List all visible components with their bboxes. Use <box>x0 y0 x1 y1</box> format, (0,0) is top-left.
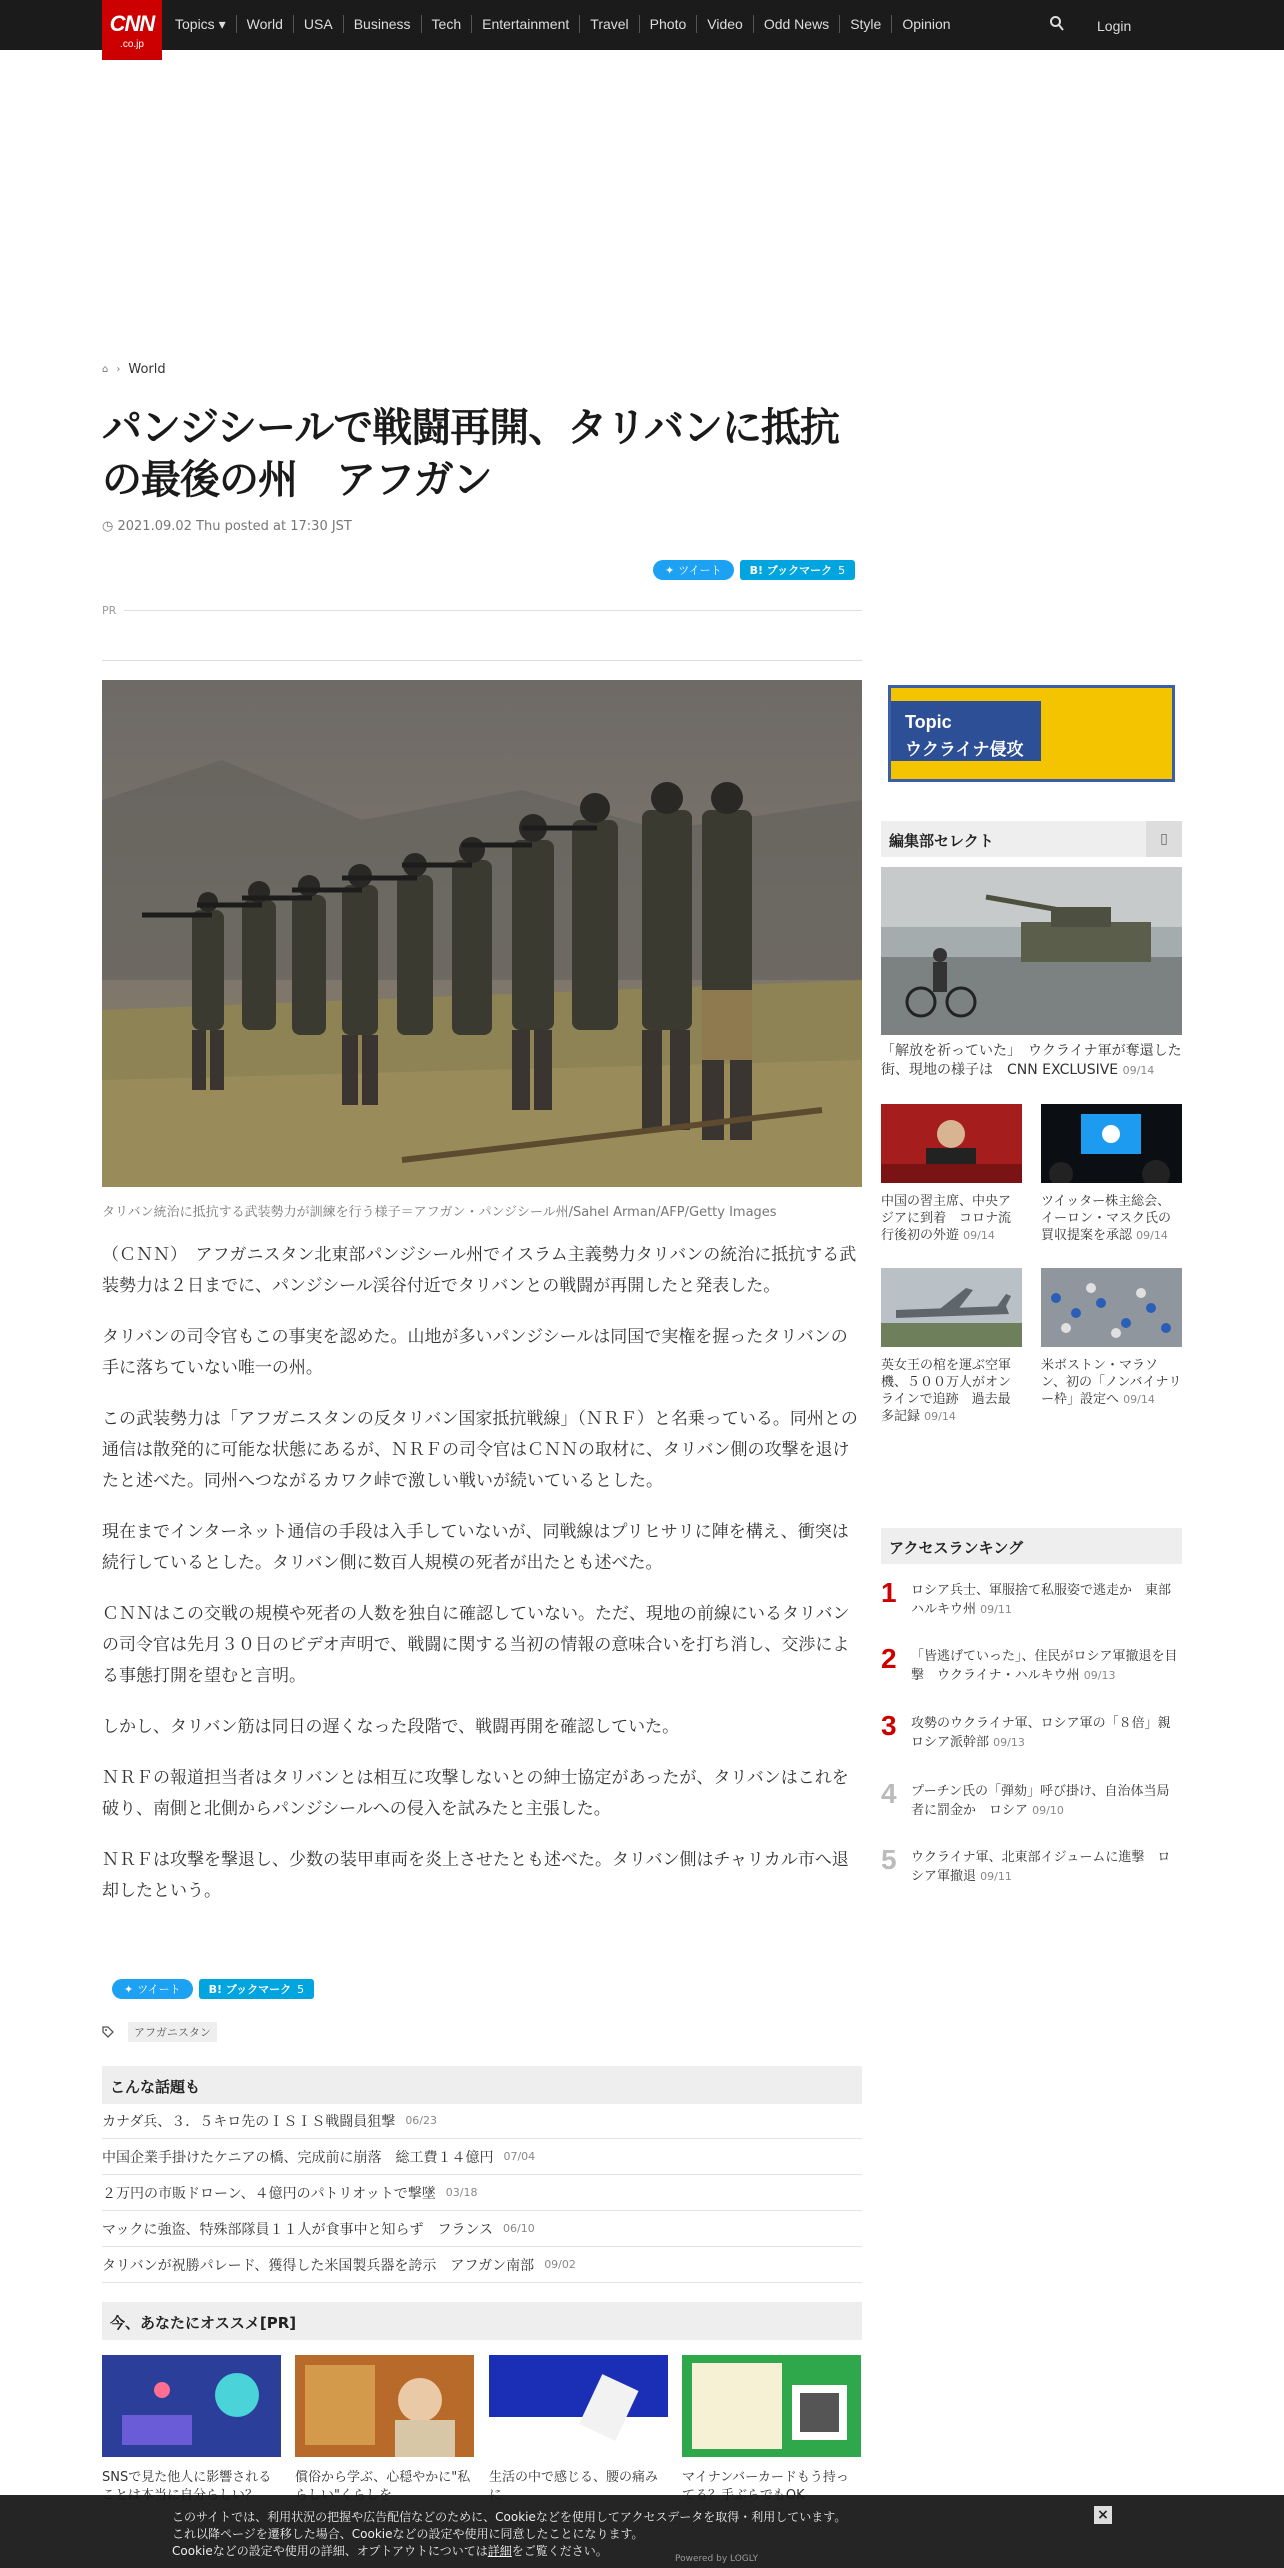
nav-usa[interactable]: USA <box>293 15 343 33</box>
rank-date: 09/13 <box>1083 1669 1116 1682</box>
nav-business[interactable]: Business <box>343 15 421 33</box>
editors-select-date: 09/14 <box>924 1410 956 1423</box>
related-item[interactable] <box>102 2139 862 2175</box>
related-title: タリバンが祝勝パレード、獲得した米国製兵器を誇示 アフガン南部 <box>102 2257 535 2274</box>
article-body <box>102 1240 862 1927</box>
related-title: ２万円の市販ドローン、４億円のパトリオットで撃墜 <box>102 2185 436 2202</box>
pr-label: PR <box>102 604 117 617</box>
chevron-right-icon: › <box>116 364 121 375</box>
editors-select-item[interactable] <box>881 1268 1022 1425</box>
home-icon[interactable]: ⌂ <box>102 364 109 375</box>
ranking-item[interactable] <box>881 1712 1182 1752</box>
related-item[interactable] <box>102 2103 862 2139</box>
article-photo <box>102 680 862 1187</box>
recommend-thumbnail <box>295 2355 474 2457</box>
clock-icon: ◷ <box>102 519 114 534</box>
editors-select-title: 英女王の棺を運ぶ空軍機、５００万人がオンラインで追跡 過去最多記録 <box>881 1358 1012 1424</box>
editors-select-item[interactable] <box>1041 1268 1182 1408</box>
cookie-text <box>172 2509 846 2560</box>
editors-select-main[interactable] <box>881 1042 1182 1080</box>
divider <box>124 610 862 611</box>
ranking-item[interactable] <box>881 1846 1182 1886</box>
editors-select-main-image[interactable] <box>881 867 1182 1035</box>
recommend-item[interactable] <box>489 2355 668 2505</box>
rank-date: 09/11 <box>980 1603 1012 1616</box>
topic-title: ウクライナ侵攻 <box>905 740 1024 760</box>
tweet-label: ツイート <box>137 1983 181 1996</box>
rank-number: 4 <box>881 1778 897 1809</box>
recommend-heading: 今、あなたにオススメ[PR] <box>102 2302 862 2340</box>
rank-title: 攻勢のウクライナ軍、ロシア軍の「８倍」親ロシア派幹部 <box>911 1716 1171 1750</box>
article-paragraph: ＣＮＮはこの交戦の規模や死者の人数を独自に確認していない。ただ、現地の前線にいるタリバンの司令官は先月３０日のビデオ声明で、戦闘に関する当初の情報の意味合いを打ち消し、交渉による事態打開を望むと言明。 <box>102 1604 850 1686</box>
related-date: 06/23 <box>405 2114 438 2127</box>
nav-video[interactable]: Video <box>696 15 753 33</box>
recommend-title: 生活の中で感じる、腰の痛み <box>489 2470 659 2485</box>
ranking-item[interactable] <box>881 1645 1182 1685</box>
cookie-line: これ以降ページを遷移した場合、Cookieなどの設定や使用に同意したことになります。 <box>172 2527 644 2541</box>
menu-icon[interactable]: ▯ <box>1146 821 1182 857</box>
rank-number: 2 <box>881 1643 897 1674</box>
search-icon[interactable] <box>1049 15 1065 33</box>
rank-number: 3 <box>881 1710 897 1741</box>
article-title: パンジシールで戦闘再開、タリバンに抵抗の最後の州 アフガン <box>102 405 839 503</box>
powered-by: Powered by LOGLY <box>675 2554 759 2564</box>
editors-select-heading <box>881 821 1182 857</box>
twitter-bird-icon: ✦ <box>665 563 675 577</box>
rank-title: ウクライナ軍、北東部イジュームに進撃 ロシア軍撤退 <box>911 1850 1171 1884</box>
related-date: 03/18 <box>445 2186 478 2199</box>
article-paragraph: 現在までインターネット通信の手段は入手していないが、同戦線はプリヒサリに陣を構え、衝突は続行しているとした。タリバン側に数百人規模の死者が出たとも述べた。 <box>102 1522 849 1573</box>
article-paragraph: この武装勢力は「アフガニスタンの反タリバン国家抵抗戦線」（ＮＲＦ）と名乗っている。同州との通信は散発的に可能な状態にあるが、ＮＲＦの司令官はＣＮＮの取材に、タリバン側の攻撃を退けたと述べた。同州へつながるカワク峠で激しい戦いが続いているとした。 <box>102 1409 858 1491</box>
ranking-item[interactable] <box>881 1579 1182 1619</box>
nav-world[interactable]: World <box>236 15 293 33</box>
editors-select-title: 編集部セレクト <box>889 832 994 850</box>
hatena-count: 5 <box>838 563 846 577</box>
tweet-button[interactable] <box>653 560 734 580</box>
share-buttons-bottom <box>112 1979 314 1999</box>
recommend-title: マイナンバーカードもう持っ <box>682 2470 849 2485</box>
recommend-item[interactable] <box>102 2355 281 2505</box>
nav-entertainment[interactable]: Entertainment <box>471 15 579 33</box>
nav-tech[interactable]: Tech <box>421 15 472 33</box>
nav-photo[interactable]: Photo <box>639 15 697 33</box>
editors-select-title: 中国の習主席、中央アジアに到着 コロナ流行後初の外遊 <box>881 1194 1012 1243</box>
cookie-line: をご覧ください。 <box>511 2544 608 2558</box>
ranking-item[interactable] <box>881 1780 1182 1820</box>
editors-select-item[interactable] <box>1041 1104 1182 1244</box>
hatena-count: 5 <box>297 1982 305 1996</box>
ranking-heading: アクセスランキング <box>881 1528 1182 1564</box>
cookie-close-button[interactable]: × <box>1094 2506 1112 2524</box>
hatena-label: B! ブックマーク <box>208 1983 292 1996</box>
editors-select-date: 09/14 <box>1136 1229 1168 1242</box>
nav-topics[interactable]: Topics ▾ <box>175 16 226 32</box>
related-date: 06/10 <box>503 2222 535 2235</box>
main-nav <box>175 15 961 33</box>
nav-opinion[interactable]: Opinion <box>891 15 960 33</box>
nav-style[interactable]: Style <box>839 15 891 33</box>
editors-select-title: 米ボストン・マラソン、初の「ノンバイナリー枠」設定へ <box>1041 1358 1182 1407</box>
editors-select-date: 09/14 <box>963 1229 995 1242</box>
tag-icon <box>102 2026 114 2038</box>
tag-row <box>102 2022 217 2042</box>
cnn-logo[interactable] <box>102 0 162 60</box>
topic-banner-ukraine[interactable] <box>888 685 1175 782</box>
share-buttons-top <box>653 560 855 580</box>
article-paragraph: タリバンの司令官もこの事実を認めた。山地が多いパンジシールは同国で実権を握ったタリバンの手に落ちていない唯一の州。 <box>102 1327 848 1378</box>
topic-label: Topic <box>905 712 952 732</box>
pr-divider <box>102 604 862 617</box>
article-paragraph: （ＣＮＮ） アフガニスタン北東部パンジシール州でイスラム主義勢力タリバンの統治に抵抗する武装勢力は２日までに、パンジシール渓谷付近でタリバンとの戦闘が再開したと発表した。 <box>102 1245 857 1296</box>
tag-afghanistan[interactable]: アフガニスタン <box>128 2022 217 2042</box>
related-item[interactable] <box>102 2175 862 2211</box>
related-list <box>102 2103 862 2283</box>
rank-number: 1 <box>881 1577 897 1608</box>
rank-title: ロシア兵士、軍服捨て私服姿で逃走か 東部ハルキウ州 <box>911 1583 1172 1617</box>
recommend-thumbnail <box>102 2355 281 2457</box>
related-title: マックに強盗、特殊部隊員１１人が食事中と知らず フランス <box>102 2221 494 2238</box>
cookie-line: このサイトでは、利用状況の把握や広告配信などのために、Cookieなどを使用してアクセスデータを取得・利用しています。 <box>172 2510 847 2524</box>
tweet-button[interactable] <box>112 1979 193 1999</box>
rank-number: 5 <box>881 1844 897 1875</box>
article-date-text: 2021.09.02 Thu posted at 17:30 JST <box>117 519 352 534</box>
editors-select-thumbnail <box>1041 1104 1182 1183</box>
recommend-item[interactable] <box>682 2355 861 2505</box>
divider <box>102 660 862 661</box>
rank-date: 09/13 <box>993 1736 1025 1749</box>
editors-select-date: 09/14 <box>1123 1393 1155 1406</box>
editors-select-item[interactable] <box>881 1104 1022 1244</box>
editors-select-thumbnail <box>881 1268 1022 1347</box>
rank-date: 09/10 <box>1032 1804 1064 1817</box>
related-date: 07/04 <box>503 2150 536 2163</box>
article-paragraph: しかし、タリバン筋は同日の遅くなった段階で、戦闘再開を確認していた。 <box>102 1717 680 1737</box>
article-date <box>102 519 352 534</box>
editors-select-date: 09/14 <box>1122 1064 1155 1077</box>
related-title: 中国企業手掛けたケニアの橋、完成前に崩落 総工費１４億円 <box>102 2149 494 2166</box>
cookie-details-link[interactable]: 詳細 <box>487 2544 512 2558</box>
editors-select-title: 「解放を祈っていた」 ウクライナ軍が奪還した街、現地の様子は CNN EXCLUSIVE <box>881 1043 1182 1078</box>
hatena-bookmark-button[interactable] <box>740 560 855 580</box>
related-title: カナダ兵、３．５キロ先のＩＳＩＳ戦闘員狙撃 <box>102 2113 396 2130</box>
related-item[interactable] <box>102 2211 862 2247</box>
article-paragraph: ＮＲＦの報道担当者はタリバンとは相互に攻撃しないとの紳士協定があったが、タリバンはこれを破り、南側と北側からパンジシールへの侵入を試みたと主張した。 <box>102 1768 849 1819</box>
editors-select-title: ツイッター株主総会、イーロン・マスク氏の買収提案を承認 <box>1041 1194 1172 1243</box>
editors-select-thumbnail <box>881 1104 1022 1183</box>
nav-odd-news[interactable]: Odd News <box>753 15 839 33</box>
related-date: 09/02 <box>544 2258 576 2271</box>
breadcrumb-section[interactable]: World <box>128 362 166 377</box>
recommend-thumbnail <box>489 2355 668 2457</box>
recommend-item[interactable] <box>295 2355 474 2505</box>
hatena-bookmark-button[interactable] <box>199 1979 314 1999</box>
article-paragraph: ＮＲＦは攻撃を撃退し、少数の装甲車両を炎上させたとも述べた。タリバン側はチャリカル市へ退却したという。 <box>102 1850 849 1901</box>
editors-select-thumbnail <box>1041 1268 1182 1347</box>
hatena-label: B! ブックマーク <box>749 564 833 577</box>
photo-caption: タリバン統治に抵抗する武装勢力が訓練を行う様子＝アフガン・パンジシール州/Sahel Arman/AFP/Getty Images <box>102 1205 777 1220</box>
logo-text: CNN <box>109 11 155 36</box>
cookie-line: Cookieなどの設定や使用の詳細、オプトアウトについては <box>172 2544 488 2558</box>
recommend-title: SNSで見た他人に影響される <box>102 2470 272 2485</box>
rank-title: 「皆逃げていった」、住民がロシア軍撤退を目撃 ウクライナ・ハルキウ州 <box>911 1649 1178 1683</box>
related-heading: こんな話題も <box>102 2066 862 2104</box>
login-link[interactable]: Login <box>1097 18 1132 34</box>
recommend-title: 償俗から学ぶ、心穏やかに"私 <box>295 2470 471 2485</box>
rank-title: プーチン氏の「弾劾」呼び掛け、自治体当局者に罰金か ロシア <box>911 1784 1170 1818</box>
cookie-banner <box>0 2495 1284 2568</box>
rank-date: 09/11 <box>980 1870 1012 1883</box>
top-navigation-bar <box>0 0 1284 50</box>
nav-travel[interactable]: Travel <box>579 15 638 33</box>
related-item[interactable] <box>102 2247 862 2283</box>
logo-subtext: .co.jp <box>120 39 144 50</box>
twitter-bird-icon: ✦ <box>124 1982 134 1996</box>
breadcrumb <box>102 362 166 377</box>
recommend-thumbnail <box>682 2355 861 2457</box>
tweet-label: ツイート <box>678 564 722 577</box>
